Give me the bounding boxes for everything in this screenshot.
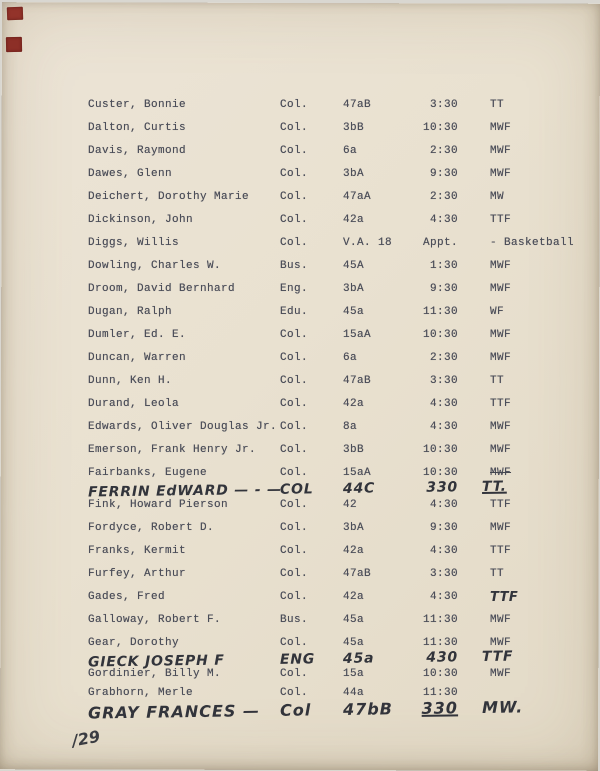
table-row — [88, 420, 592, 435]
row-school: Col. — [280, 668, 309, 680]
table-row — [88, 328, 592, 343]
row-days: MWF — [490, 444, 512, 456]
table-row — [88, 259, 592, 274]
row-days: - Basketball — [490, 237, 575, 249]
row-days: TTF — [490, 545, 512, 557]
row-school: Col. — [280, 522, 309, 534]
row-time: 4:30 — [429, 398, 458, 410]
row-time: 11:30 — [422, 687, 458, 699]
row-days: WF — [490, 306, 505, 318]
row-name: Dowling, Charles W. — [88, 260, 222, 272]
row-course: 42a — [343, 545, 365, 557]
row-school: Col. — [280, 214, 309, 226]
row-school: Col. — [280, 467, 309, 479]
row-school: Bus. — [280, 614, 309, 626]
row-days: MWF — [490, 614, 512, 626]
row-course: 42a — [343, 214, 365, 226]
table-row — [88, 190, 592, 205]
row-school: Bus. — [280, 260, 309, 272]
row-course: 47aB — [343, 568, 372, 580]
row-name: Dalton, Curtis — [88, 122, 187, 134]
row-school: Col. — [280, 687, 309, 699]
row-name: Dugan, Ralph — [88, 306, 173, 318]
row-school: Col — [279, 700, 312, 720]
row-time: 4:30 — [429, 591, 458, 603]
row-school: Col. — [280, 375, 309, 387]
row-course: 44a — [343, 687, 365, 699]
row-days: MWF — [490, 168, 512, 180]
row-days: MWF — [490, 122, 512, 134]
row-time: 10:30 — [422, 467, 458, 479]
table-row — [88, 567, 592, 582]
red-registration-mark-top — [7, 7, 23, 21]
row-name: Gear, Dorothy — [88, 637, 180, 649]
row-school: Edu. — [280, 306, 309, 318]
row-time: 4:30 — [429, 421, 458, 433]
row-time: 4:30 — [429, 499, 458, 511]
row-time: 2:30 — [429, 145, 458, 157]
row-name: FERRIN EdWARD — - — — [87, 481, 283, 501]
row-time: 4:30 — [429, 545, 458, 557]
row-days: TTF — [490, 499, 512, 511]
row-course: 3bB — [343, 122, 365, 134]
row-name: Fordyce, Robert D. — [88, 522, 215, 534]
table-row — [88, 167, 592, 182]
row-days: MWF — [490, 145, 512, 157]
table-row — [88, 305, 592, 320]
row-name: Duncan, Warren — [88, 352, 187, 364]
row-name: Dumler, Ed. E. — [88, 329, 187, 341]
row-course: 45a — [343, 306, 365, 318]
row-days: MWF — [490, 421, 512, 433]
row-time: 9:30 — [429, 522, 458, 534]
row-days: MWF — [490, 329, 512, 341]
row-course: 3bA — [343, 522, 365, 534]
table-row — [88, 98, 592, 113]
row-days: MWF — [490, 283, 512, 295]
row-time: 10:30 — [422, 329, 458, 341]
row-days: TT — [490, 568, 505, 580]
row-school: ENG — [279, 651, 316, 668]
row-days: MW. — [481, 697, 524, 718]
row-course: 47aA — [343, 191, 372, 203]
row-course: 15a — [343, 668, 365, 680]
row-school: Col. — [280, 499, 309, 511]
row-name: Galloway, Robert F. — [88, 614, 222, 626]
row-time: 430 — [426, 649, 459, 666]
row-school: Col. — [280, 237, 309, 249]
table-row — [88, 374, 592, 389]
row-name: Durand, Leola — [88, 398, 180, 410]
row-time: 11:30 — [422, 637, 458, 649]
roster-rows — [87, 90, 592, 723]
row-school: Eng. — [280, 283, 309, 295]
row-name: Davis, Raymond — [88, 145, 187, 157]
table-row — [88, 397, 592, 412]
row-course: 15aA — [343, 467, 372, 479]
row-time: 3:30 — [429, 99, 458, 111]
row-days: TTF — [490, 590, 519, 605]
row-time: 10:30 — [422, 444, 458, 456]
row-name: GRAY FRANCES — — [87, 701, 261, 723]
row-time: 10:30 — [422, 122, 458, 134]
row-name: Custer, Bonnie — [88, 99, 187, 111]
row-name: Furfey, Arthur — [88, 568, 187, 580]
row-course: 42a — [343, 591, 365, 603]
row-name: Diggs, Willis — [88, 237, 180, 249]
row-days: TTF — [481, 648, 514, 666]
row-time: 11:30 — [422, 306, 458, 318]
row-school: Col. — [280, 398, 309, 410]
row-school: Col. — [280, 122, 309, 134]
row-course: 45A — [343, 260, 365, 272]
row-name: Gades, Fred — [88, 591, 166, 603]
row-course: 47aB — [343, 375, 372, 387]
row-course: 6a — [343, 145, 358, 157]
row-course: 45a — [343, 637, 365, 649]
row-name: GIECK JOSEPH F — [87, 652, 225, 671]
row-school: Col. — [280, 329, 309, 341]
row-time: 330 — [421, 698, 459, 718]
row-days: TTF — [490, 214, 512, 226]
row-name: Franks, Kermit — [88, 545, 187, 557]
row-time: Appt. — [422, 237, 458, 249]
row-course: V.A. 18 — [343, 237, 393, 249]
row-school: Col. — [280, 545, 309, 557]
row-days: MWF — [490, 668, 512, 680]
row-school: Col. — [280, 99, 309, 111]
row-name: Grabhorn, Merle — [88, 687, 194, 699]
table-row — [88, 590, 592, 605]
row-school: Col. — [280, 637, 309, 649]
table-row — [88, 544, 592, 559]
row-school: Col. — [280, 568, 309, 580]
row-time: 2:30 — [429, 191, 458, 203]
row-name: Gordinier, Billy M. — [88, 668, 222, 680]
table-row — [88, 351, 592, 366]
row-name: Deichert, Dorothy Marie — [88, 191, 250, 203]
table-row — [88, 498, 592, 513]
row-name: Fairbanks, Eugene — [88, 467, 208, 479]
row-days: MWF — [490, 352, 512, 364]
row-time: 9:30 — [429, 168, 458, 180]
row-days: MWF — [490, 522, 512, 534]
row-course: 47aB — [343, 99, 372, 111]
row-name: Emerson, Frank Henry Jr. — [88, 444, 257, 456]
row-days: TT. — [481, 478, 507, 496]
table-row — [88, 613, 592, 628]
row-days: MW — [490, 191, 505, 203]
row-school: Col. — [280, 168, 309, 180]
row-course: 42a — [343, 398, 365, 410]
row-school: Col. — [280, 145, 309, 157]
row-days: MWF — [490, 467, 512, 479]
row-time: 10:30 — [422, 668, 458, 680]
row-name: Dawes, Glenn — [88, 168, 173, 180]
row-time: 3:30 — [429, 568, 458, 580]
row-school: Col. — [280, 191, 309, 203]
row-name: Edwards, Oliver Douglas Jr. — [88, 421, 278, 433]
row-course: 3bA — [343, 283, 365, 295]
row-course: 47bB — [342, 699, 394, 719]
row-days: MWF — [490, 260, 512, 272]
table-row — [88, 443, 592, 458]
row-course: 3bB — [343, 444, 365, 456]
table-row — [88, 213, 592, 228]
row-course: 45a — [342, 650, 375, 667]
row-course: 45a — [343, 614, 365, 626]
row-days: TT — [490, 375, 505, 387]
row-course: 42 — [343, 499, 358, 511]
red-registration-mark-bottom — [6, 37, 22, 52]
row-time: 1:30 — [429, 260, 458, 272]
page-number-handwritten: /29 — [70, 726, 102, 751]
row-name: Dunn, Ken H. — [88, 375, 173, 387]
row-name: Dickinson, John — [88, 214, 194, 226]
row-time: 11:30 — [422, 614, 458, 626]
row-course: 6a — [343, 352, 358, 364]
row-time: 330 — [426, 479, 459, 496]
table-row — [88, 236, 592, 251]
row-course: 15aA — [343, 329, 372, 341]
row-time: 3:30 — [429, 375, 458, 387]
row-course: 8a — [343, 421, 358, 433]
table-row — [88, 521, 592, 536]
row-name: Droom, David Bernhard — [88, 283, 236, 295]
row-time: 4:30 — [429, 214, 458, 226]
row-school: COL — [279, 481, 314, 498]
row-days: TTF — [490, 398, 512, 410]
table-row — [88, 282, 592, 297]
row-school: Col. — [280, 444, 309, 456]
row-course: 3bA — [343, 168, 365, 180]
row-time: 2:30 — [429, 352, 458, 364]
row-course: 44C — [342, 480, 376, 497]
row-time: 9:30 — [429, 283, 458, 295]
row-school: Col. — [280, 421, 309, 433]
row-school: Col. — [280, 591, 309, 603]
table-row — [88, 144, 592, 159]
row-school: Col. — [280, 352, 309, 364]
table-row — [88, 121, 592, 136]
row-days: MWF — [490, 637, 512, 649]
row-name: Fink, Howard Pierson — [88, 499, 229, 511]
row-days: TT — [490, 99, 505, 111]
